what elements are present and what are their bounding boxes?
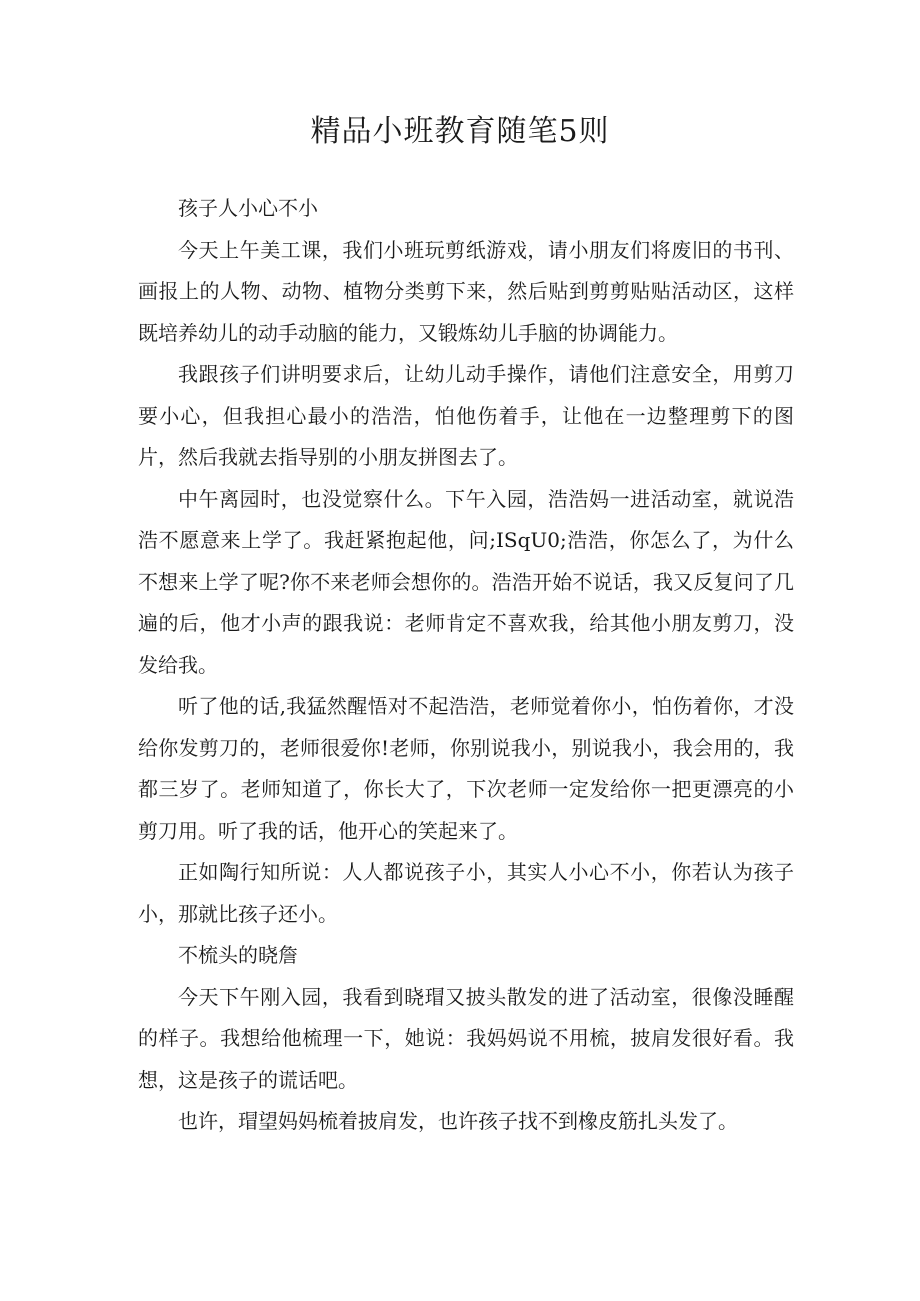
document-title: 精品小班教育随笔5则 (310, 114, 610, 149)
document-body (138, 188, 794, 1143)
paragraph: 今天上午美工课，我们小班玩剪纸游戏，请小朋友们将废旧的书刊、画报上的人物、动物、植物分类剪下来，然后贴到剪剪贴贴活动区，这样既培养幼儿的动手动脑的能力，又锻炼幼儿手脑的协调能力。 (138, 237, 794, 345)
paragraph: 正如陶行知所说：人人都说孩子小，其实人小心不小，你若认为孩子小，那就比孩子还小。 (138, 860, 794, 926)
paragraph: 听了他的话,我猛然醒悟对不起浩浩，老师觉着你小，怕伤着你，才没给你发剪刀的，老师很爱你!老师，你别说我小，别说我小，我会用的，我都三岁了。老师知道了，你长大了，下次老师一定发给你一把更漂亮的小剪刀用。听了我的话，他开心的笑起来了。 (138, 694, 794, 843)
section-heading-1: 孩子人小心不小 (178, 196, 318, 220)
paragraph: 我跟孩子们讲明要求后，让幼儿动手操作，请他们注意安全，用剪刀要小心，但我担心最小的浩浩，怕他伤着手，让他在一边整理剪下的图片，然后我就去指导别的小朋友拼图去了。 (138, 362, 794, 469)
paragraph: 中午离园时，也没觉察什么。下午入园，浩浩妈一进活动室，就说浩浩不愿意来上学了。我赶紧抱起他，问;ISqU0;浩浩，你怎么了，为什么不想来上学了呢?你不来老师会想你的。浩浩开始不说话，我又反复问了几遍的后，他才小声的跟我说：老师肯定不喜欢我，给其他小朋友剪刀，没发给我。 (138, 486, 794, 677)
paragraph: 今天下午刚入园，我看到晓瑁又披头散发的进了活动室，很像没睡醒的样子。我想给他梳理一下，她说：我妈妈说不用梳，披肩发很好看。我想，这是孩子的谎话吧。 (138, 984, 794, 1092)
paragraph: 也许，瑁望妈妈梳着披肩发，也许孩子找不到橡皮筋扎头发了。 (178, 1109, 738, 1133)
section-heading-2: 不梳头的晓詹 (178, 943, 298, 967)
